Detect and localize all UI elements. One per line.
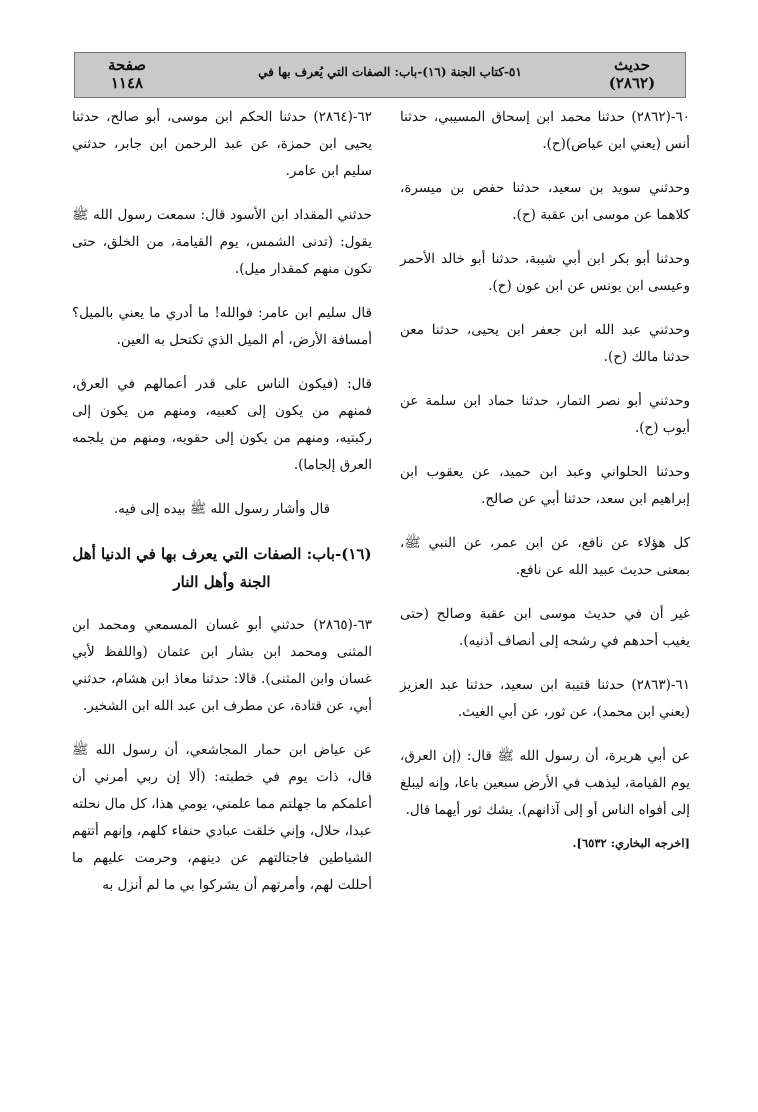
hadith-number-box	[586, 56, 678, 92]
chapter-heading: (١٦)-باب: الصفات التي يعرف بها في الدنيا أهل الجنة وأهل النار	[72, 545, 372, 591]
hadith-paragraph: ٦٣-(٢٨٦٥) حدثني أبو غسان المسمعي ومحمد ابن المثنى ومحمد ابن بشار ابن عثمان (واللفظ لأبي غسان وابن المثنى). قالا: حدثنا معاذ ابن هشام، حدثني أبي، عن قتادة، عن مطرف ابن عبد الله ابن الشخير.	[72, 617, 372, 714]
hadith-number: (٢٨٦٢)	[608, 74, 656, 92]
chain-paragraph: كل هؤلاء عن نافع، عن ابن عمر، عن النبي ﷺ، بمعنى حديث عبيد الله عن نافع.	[400, 535, 690, 578]
chain-paragraph: وحدثني أبو نصر التمار، حدثنا حماد ابن سلمة عن أيوب (ح).	[400, 393, 690, 436]
hadith-label: حديث	[613, 56, 651, 74]
page-label: صفحة	[107, 56, 147, 74]
narrator-comment: قال وأشار رسول الله ﷺ بيده إلى فيه.	[113, 501, 331, 517]
variant-note: غير أن في حديث موسى ابن عقبة وصالح (حتى يغيب أحدهم في رشحه إلى أنصاف أذنيه).	[400, 606, 690, 649]
hadith-paragraph: ٦٢-(٢٨٦٤) حدثنا الحكم ابن موسى، أبو صالح، حدثنا يحيى ابن حمزة، عن عبد الرحمن ابن جابر، حدثني سليم ابن عامر.	[72, 109, 372, 179]
left-column	[72, 104, 372, 916]
page-number-box	[82, 56, 172, 92]
right-column	[400, 104, 690, 857]
hadith-text: عن عياض ابن حمار المجاشعي، أن رسول الله ﷺ قال، ذات يوم في خطبته: (ألا إن ربي أمرني أن أعلمكم ما جهلتم مما علمني، يومي هذا، كل مال نحلته عبدا، حلال، وإني خلقت عبادي حنفاء كلهم، وإنهم أتتهم الشياطين فاجتالتهم عن دينهم، وحرمت عليهم ما أحللت لهم، وأمرتهم أن يشركوا بي ما لم أنزل به	[72, 742, 372, 893]
chain-paragraph: وحدثني سويد بن سعيد، حدثنا حفص بن ميسرة، كلاهما عن موسى ابن عقبة (ح).	[400, 180, 690, 223]
hadith-text: حدثني المقداد ابن الأسود قال: سمعت رسول الله ﷺ يقول: (تدنى الشمس، يوم القيامة، من الخلق، حتى تكون منهم كمقدار ميل).	[72, 207, 372, 277]
hadith-text: قال: (فيكون الناس على قدر أعمالهم في العرق، فمنهم من يكون إلى كعبيه، ومنهم من يكون إلى ركبتيه، ومنهم من يكون إلى حقويه، ومنهم من يلجمه العرق إلجاما).	[72, 376, 372, 473]
running-title: ٥١-كتاب الجنة (١٦)-باب: الصفات التي يُعرف بها في	[258, 65, 522, 79]
source-reference: [اخرجه البخاري: ٦٥٣٢].	[572, 836, 690, 850]
chain-paragraph: وحدثنا أبو بكر ابن أبي شيبة، حدثنا أبو خالد الأحمر وعيسى ابن يونس عن ابن عون (ح).	[400, 251, 690, 294]
narrator-comment: قال سليم ابن عامر: فوالله! ما أدري ما يعني بالميل؟ أمسافة الأرض، أم الميل الذي تكتحل به العين.	[72, 305, 372, 348]
chain-paragraph: وحدثنا الحلواني وعبد ابن حميد، عن يعقوب ابن إبراهيم ابن سعد، حدثنا أبي عن صالح.	[400, 464, 690, 507]
page-number: ١١٤٨	[110, 74, 144, 92]
chain-paragraph: وحدثني عبد الله ابن جعفر ابن يحيى، حدثنا معن حدثنا مالك (ح).	[400, 322, 690, 365]
hadith-paragraph: ٦١-(٢٨٦٣) حدثنا قتيبة ابن سعيد، حدثنا عبد العزيز (يعني ابن محمد)، عن ثور، عن أبي الغيث.	[400, 677, 690, 720]
hadith-text: عن أبي هريرة، أن رسول الله ﷺ قال: (إن العرق، يوم القيامة، ليذهب في الأرض سبعين باعا، وإنه ليبلغ إلى أفواه الناس أو إلى آذانهم). يشك ثور أيهما قال.	[400, 748, 690, 818]
hadith-paragraph: ٦٠-(٢٨٦٢) حدثنا محمد ابن إسحاق المسيبي، حدثنا أنس (يعني ابن عياض)(ح).	[400, 109, 690, 152]
